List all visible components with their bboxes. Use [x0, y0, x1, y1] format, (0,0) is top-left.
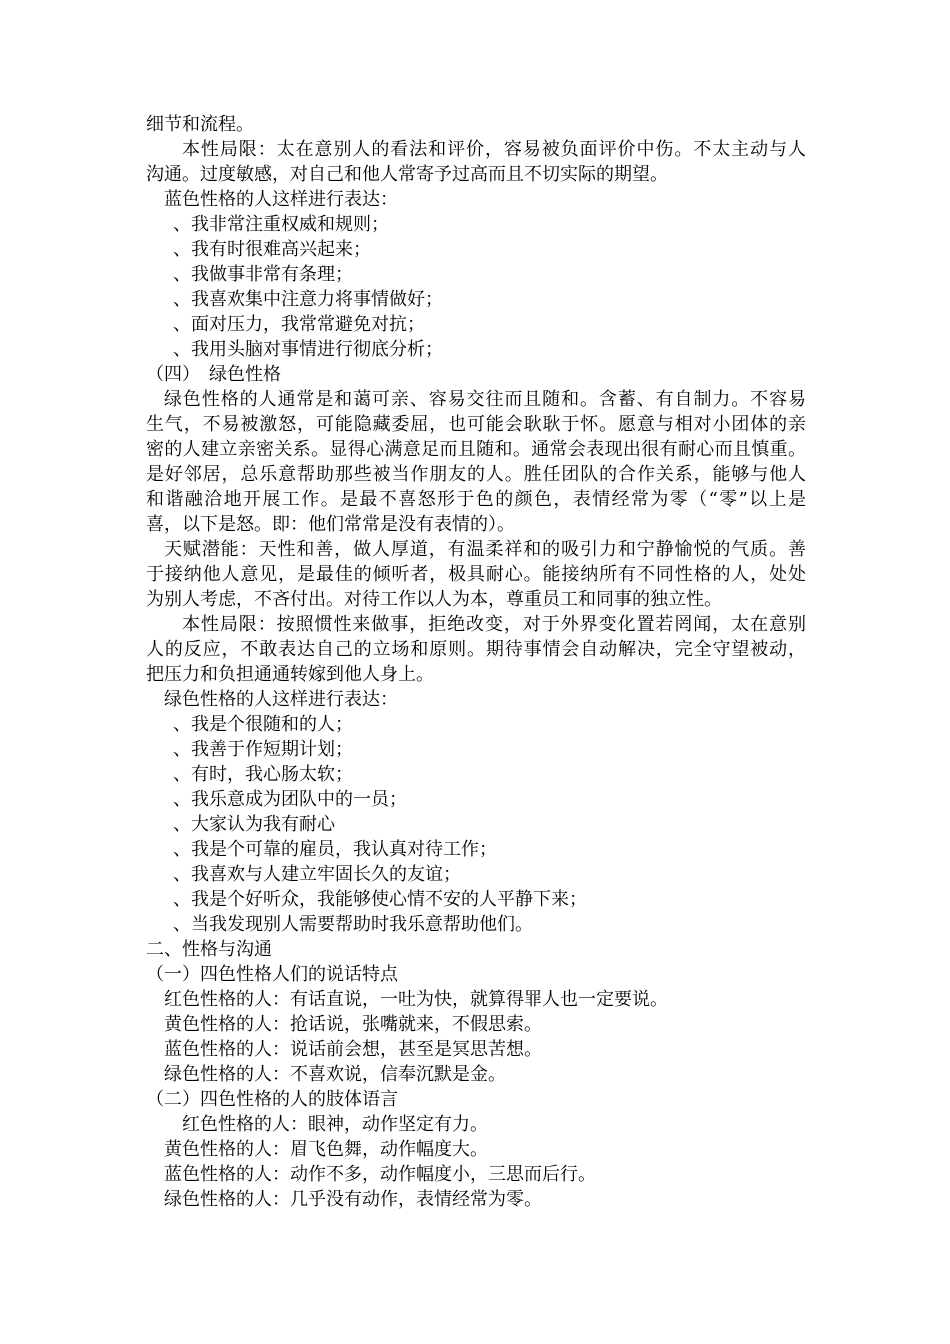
list-item: 、大家认为我有耐心	[173, 814, 335, 835]
list-item: 、我做事非常有条理；	[173, 264, 353, 285]
list-item: 、当我发现别人需要帮助时我乐意帮助他们。	[173, 914, 533, 935]
text-line: 喜，以下是怒。即：他们常常是没有表情的）。	[146, 514, 515, 535]
text-line: 密的人建立亲密关系。显得心满意足而且随和。通常会表现出很有耐心而且慎重。	[146, 439, 806, 460]
text-line: 把压力和负担通通转嫁到他人身上。	[146, 664, 434, 685]
text-line: 蓝色性格的人：动作不多，动作幅度小，三思而后行。	[164, 1164, 596, 1185]
list-item: 、我非常注重权威和规则；	[173, 214, 389, 235]
text-line: 沟通。过度敏感，对自己和他人常寄予过高而且不切实际的期望。	[146, 164, 668, 185]
list-item: 、有时，我心肠太软；	[173, 764, 353, 785]
text-line: 绿色性格的人这样进行表达：	[164, 689, 398, 710]
text-line: 红色性格的人：有话直说，一吐为快，就算得罪人也一定要说。	[164, 989, 668, 1010]
subsection-heading: （二）四色性格的人的肢体语言	[146, 1089, 398, 1110]
text-line: 本性局限：按照惯性来做事，拒绝改变，对于外界变化置若罔闻，太在意别	[182, 614, 806, 635]
section-heading: （四） 绿色性格	[146, 364, 281, 385]
list-item: 、我有时很难高兴起来；	[173, 239, 371, 260]
text-line: 是好邻居，总乐意帮助那些被当作朋友的人。胜任团队的合作关系，能够与他人	[146, 464, 806, 485]
text-line: 绿色性格的人通常是和蔼可亲、容易交往而且随和。含蓄、有自制力。不容易	[164, 389, 806, 410]
text-line: 绿色性格的人：几乎没有动作，表情经常为零。	[164, 1189, 542, 1210]
text-line: 黄色性格的人：抢话说，张嘴就来，不假思索。	[164, 1014, 542, 1035]
text-line: 人的反应，不敢表达自己的立场和原则。期待事情会自动解决，完全守望被动，	[146, 639, 806, 660]
text-line: 为别人考虑，不吝付出。对待工作以人为本，尊重员工和同事的独立性。	[146, 589, 722, 610]
list-item: 、我是个很随和的人；	[173, 714, 353, 735]
list-item: 、我善于作短期计划；	[173, 739, 353, 760]
text-line: 生气，不易被激怒，可能隐藏委屈，也可能会耿耿于怀。愿意与相对小团体的亲	[146, 414, 806, 435]
list-item: 、我喜欢集中注意力将事情做好；	[173, 289, 443, 310]
list-item: 、我是个可靠的雇员，我认真对待工作；	[173, 839, 497, 860]
list-item: 、我喜欢与人建立牢固长久的友谊；	[173, 864, 461, 885]
text-line: 和谐融洽地开展工作。是最不喜怒形于色的颜色，表情经常为零（“零”以上是	[146, 489, 806, 510]
list-item: 、我乐意成为团队中的一员；	[173, 789, 407, 810]
list-item: 、我是个好听众，我能够使心情不安的人平静下来；	[173, 889, 587, 910]
text-line: 蓝色性格的人：说话前会想，甚至是冥思苦想。	[164, 1039, 542, 1060]
list-item: 、面对压力，我常常避免对抗；	[173, 314, 425, 335]
text-line: 蓝色性格的人这样进行表达：	[164, 189, 398, 210]
subsection-heading: （一）四色性格人们的说话特点	[146, 964, 398, 985]
text-line: 天赋潜能：天性和善，做人厚道，有温柔祥和的吸引力和宁静愉悦的气质。善	[164, 539, 806, 560]
text-line: 于接纳他人意见，是最佳的倾听者，极具耐心。能接纳所有不同性格的人，处处	[146, 564, 806, 585]
text-line: 绿色性格的人：不喜欢说，信奉沉默是金。	[164, 1064, 506, 1085]
section-heading: 二、性格与沟通	[146, 939, 272, 960]
text-line: 黄色性格的人：眉飞色舞，动作幅度大。	[164, 1139, 488, 1160]
list-item: 、我用头脑对事情进行彻底分析；	[173, 339, 443, 360]
text-line: 细节和流程。	[146, 114, 254, 135]
text-line: 红色性格的人：眼神，动作坚定有力。	[182, 1114, 488, 1135]
text-line: 本性局限：太在意别人的看法和评价，容易被负面评价中伤。不太主动与人	[182, 139, 806, 160]
